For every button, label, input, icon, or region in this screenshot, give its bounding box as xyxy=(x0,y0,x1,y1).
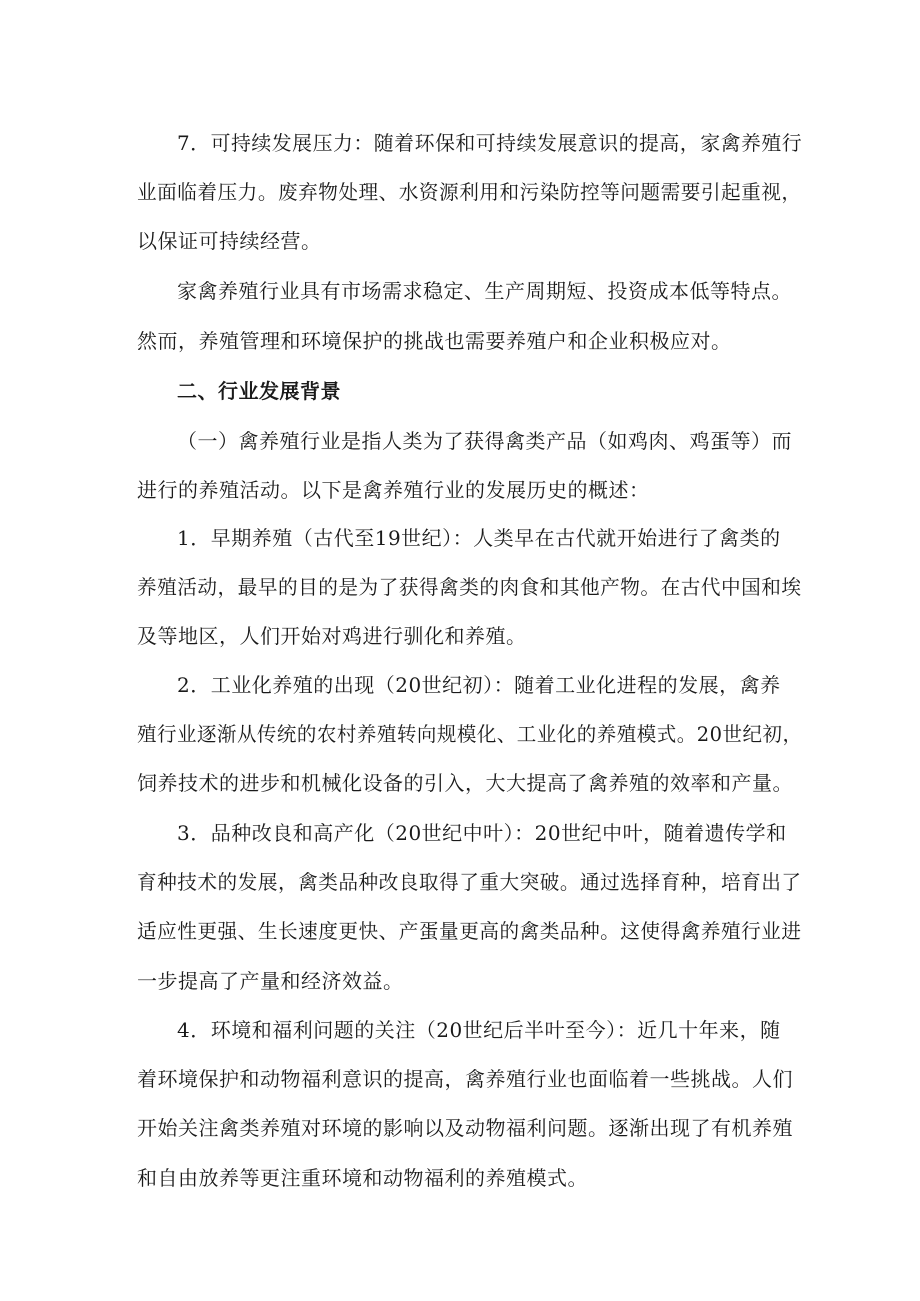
item-4-line-2: 着环境保护和动物福利意识的提高，禽养殖行业也面临着一些挑战。人们 xyxy=(137,1067,793,1091)
summary-line-2: 然而，养殖管理和环境保护的挑战也需要养殖户和企业积极应对。 xyxy=(137,329,732,353)
item-4-line-1: 4．环境和福利问题的关注（20世纪后半叶至今）：近几十年来，随 xyxy=(177,1018,781,1042)
summary-line-1: 家禽养殖行业具有市场需求稳定、生产周期短、投资成本低等特点。 xyxy=(177,279,792,303)
section-heading: 二、行业发展背景 xyxy=(177,379,341,403)
item-3-line-1: 3．品种改良和高产化（20世纪中叶）：20世纪中叶，随着遗传学和 xyxy=(177,821,787,845)
item-2-line-1: 2．工业化养殖的出现（20世纪初）：随着工业化进程的发展，禽养 xyxy=(177,673,781,697)
item-3-line-4: 一步提高了产量和经济效益。 xyxy=(137,969,404,993)
intro-line-1: （一）禽养殖行业是指人类为了获得禽类产品（如鸡肉、鸡蛋等）而 xyxy=(177,429,792,453)
item-3-line-3: 适应性更强、生长速度更快、产蛋量更高的禽类品种。这使得禽养殖行业进 xyxy=(137,919,802,943)
paragraph-7-line-3: 以保证可持续经营。 xyxy=(137,229,322,253)
item-1-line-1: 1．早期养殖（古代至19世纪）：人类早在古代就开始进行了禽类的 xyxy=(177,526,781,550)
intro-line-2: 进行的养殖活动。以下是禽养殖行业的发展历史的概述： xyxy=(137,478,650,502)
paragraph-7-line-1: 7．可持续发展压力：随着环保和可持续发展意识的提高，家禽养殖行 xyxy=(177,131,803,155)
item-1-line-3: 及等地区，人们开始对鸡进行驯化和养殖。 xyxy=(137,624,527,648)
item-2-line-2: 殖行业逐渐从传统的农村养殖转向规模化、工业化的养殖模式。20世纪初， xyxy=(137,722,803,746)
paragraph-7-line-2: 业面临着压力。废弃物处理、水资源利用和污染防控等问题需要引起重视， xyxy=(137,180,802,204)
item-1-line-2: 养殖活动，最早的目的是为了获得禽类的肉食和其他产物。在古代中国和埃 xyxy=(137,575,802,599)
item-4-line-3: 开始关注禽类养殖对环境的影响以及动物福利问题。逐渐出现了有机养殖 xyxy=(137,1116,793,1140)
item-3-line-2: 育种技术的发展，禽类品种改良取得了重大突破。通过选择育种，培育出了 xyxy=(137,870,802,894)
item-4-line-4: 和自由放养等更注重环境和动物福利的养殖模式。 xyxy=(137,1166,588,1190)
item-2-line-3: 饲养技术的进步和机械化设备的引入，大大提高了禽养殖的效率和产量。 xyxy=(137,771,793,795)
